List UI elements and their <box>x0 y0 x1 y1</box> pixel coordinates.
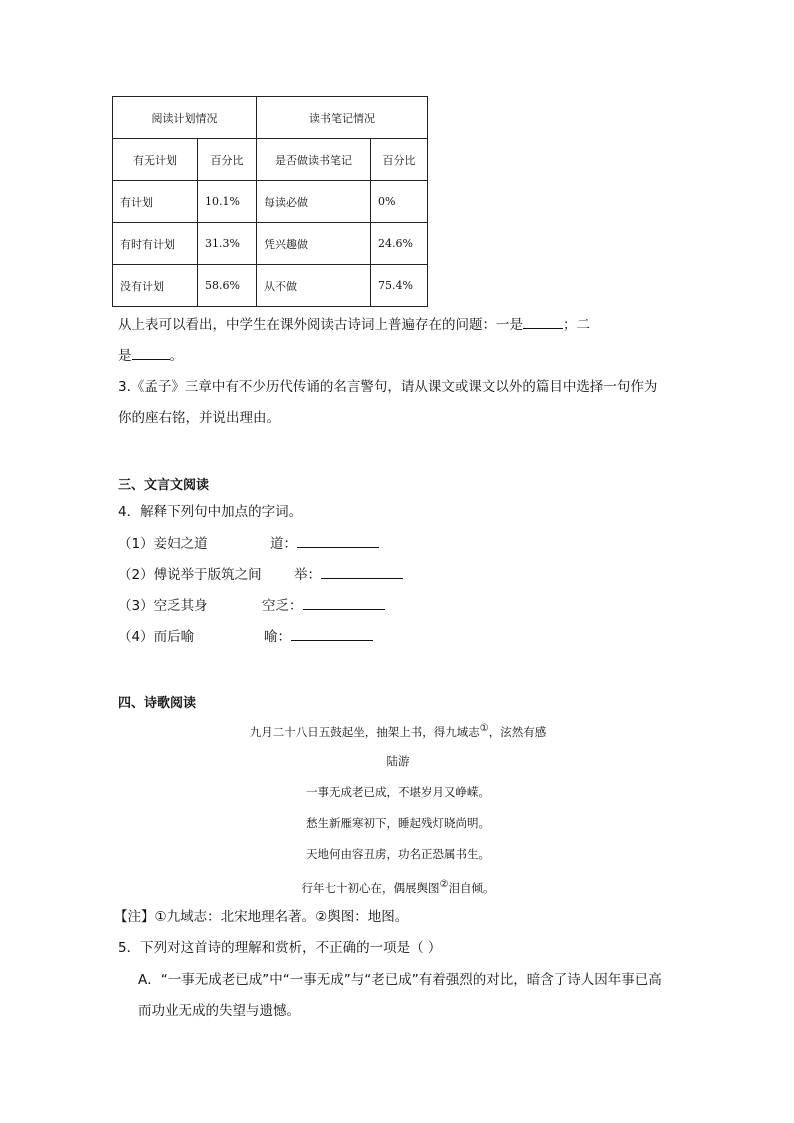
q2-line1 <box>118 314 590 335</box>
vocab-item <box>118 626 373 647</box>
poem-line-text: 泪自倾。 <box>448 880 495 895</box>
answer-blank[interactable] <box>303 595 385 610</box>
table-cell: 0% <box>371 181 428 223</box>
vocab-word: 举： <box>294 567 321 583</box>
q3-line1: 3.《孟子》三章中有不少历代传诵的名言警句，请从课文或课文以外的篇目中选择一句作为 <box>118 379 658 395</box>
table-cell: 从不做 <box>257 265 371 307</box>
poem-title-text: ，泫然有感 <box>488 724 547 739</box>
poem-note: 【注】①九域志：北宋地理名著。②舆图：地图。 <box>114 909 409 925</box>
vocab-item <box>118 595 385 616</box>
table-header-row <box>113 97 428 139</box>
poem-line: 一事无成老已成，不堪岁月又峥嵘。 <box>306 785 490 799</box>
q2-line2 <box>118 345 183 366</box>
table-header-notes: 读书笔记情况 <box>257 97 428 139</box>
vocab-word: 道： <box>270 536 297 552</box>
poem-author: 陆游 <box>386 754 410 768</box>
poem-line: 天地何由容丑虏，功名正恐属书生。 <box>306 847 490 861</box>
table-cell: 75.4% <box>371 265 428 307</box>
table-cell: 24.6% <box>371 223 428 265</box>
q2-line2-end: 。 <box>169 348 183 364</box>
vocab-sentence: （2）傅说举于版筑之间 <box>118 567 262 583</box>
section3-heading: 三、文言文阅读 <box>118 478 210 493</box>
table-subheader: 有无计划 <box>113 139 198 181</box>
q2-text: 从上表可以看出，中学生在课外阅读古诗词上普遍存在的问题：一是 <box>118 317 523 333</box>
q5-prompt: 5．下列对这首诗的理解和赏析，不正确的一项是（ ） <box>118 940 442 956</box>
answer-blank[interactable] <box>291 626 373 641</box>
survey-table <box>112 96 428 307</box>
table-cell: 31.3% <box>198 223 257 265</box>
table-header-reading-plan: 阅读计划情况 <box>113 97 257 139</box>
q4-prompt: 4．解释下列句中加点的字词。 <box>118 504 303 520</box>
table-subheader: 百分比 <box>371 139 428 181</box>
table-cell: 有计划 <box>113 181 198 223</box>
footnote-marker: ② <box>439 879 449 890</box>
q2-line2-start: 是 <box>118 348 132 364</box>
answer-blank[interactable] <box>523 314 563 329</box>
vocab-word: 空乏： <box>262 598 303 614</box>
section4-heading: 四、诗歌阅读 <box>118 696 197 711</box>
vocab-sentence: （4）而后喻 <box>118 629 195 645</box>
table-cell: 没有计划 <box>113 265 198 307</box>
poem-line <box>118 876 678 897</box>
table-row <box>113 265 428 307</box>
table-row <box>113 181 428 223</box>
poem-line: 愁生新雁寒初下，睡起残灯晓尚明。 <box>306 816 490 830</box>
vocab-item <box>118 564 403 585</box>
option-a-line1[interactable]: A．“一事无成老已成”中“一事无成”与“老已成”有着强烈的对比，暗含了诗人因年事已高 <box>138 972 662 988</box>
option-a-line2[interactable]: 而功业无成的失望与遗憾。 <box>138 1003 300 1019</box>
q3-line2: 你的座右铭，并说出理由。 <box>118 410 280 426</box>
footnote-marker: ① <box>479 723 489 734</box>
poem-title-text: 九月二十八日五鼓起坐，抽架上书，得九域志 <box>249 724 480 739</box>
table-cell: 10.1% <box>198 181 257 223</box>
table-cell: 58.6% <box>198 265 257 307</box>
vocab-item <box>118 533 379 554</box>
answer-blank[interactable] <box>132 345 170 360</box>
poem-line-text: 行年七十初心在，偶展舆图 <box>301 880 440 895</box>
table-cell: 凭兴趣做 <box>257 223 371 265</box>
table-cell: 每读必做 <box>257 181 371 223</box>
table-subheader: 是否做读书笔记 <box>257 139 371 181</box>
vocab-sentence: （1）妾妇之道 <box>118 536 208 552</box>
table-subheader: 百分比 <box>198 139 257 181</box>
table-row <box>113 223 428 265</box>
table-cell: 有时有计划 <box>113 223 198 265</box>
vocab-word: 喻： <box>264 629 291 645</box>
poem-title <box>118 720 678 741</box>
q2-separator: ；二 <box>563 317 590 333</box>
answer-blank[interactable] <box>297 533 379 548</box>
answer-blank[interactable] <box>321 564 403 579</box>
vocab-sentence: （3）空乏其身 <box>118 598 208 614</box>
table-subheader-row <box>113 139 428 181</box>
